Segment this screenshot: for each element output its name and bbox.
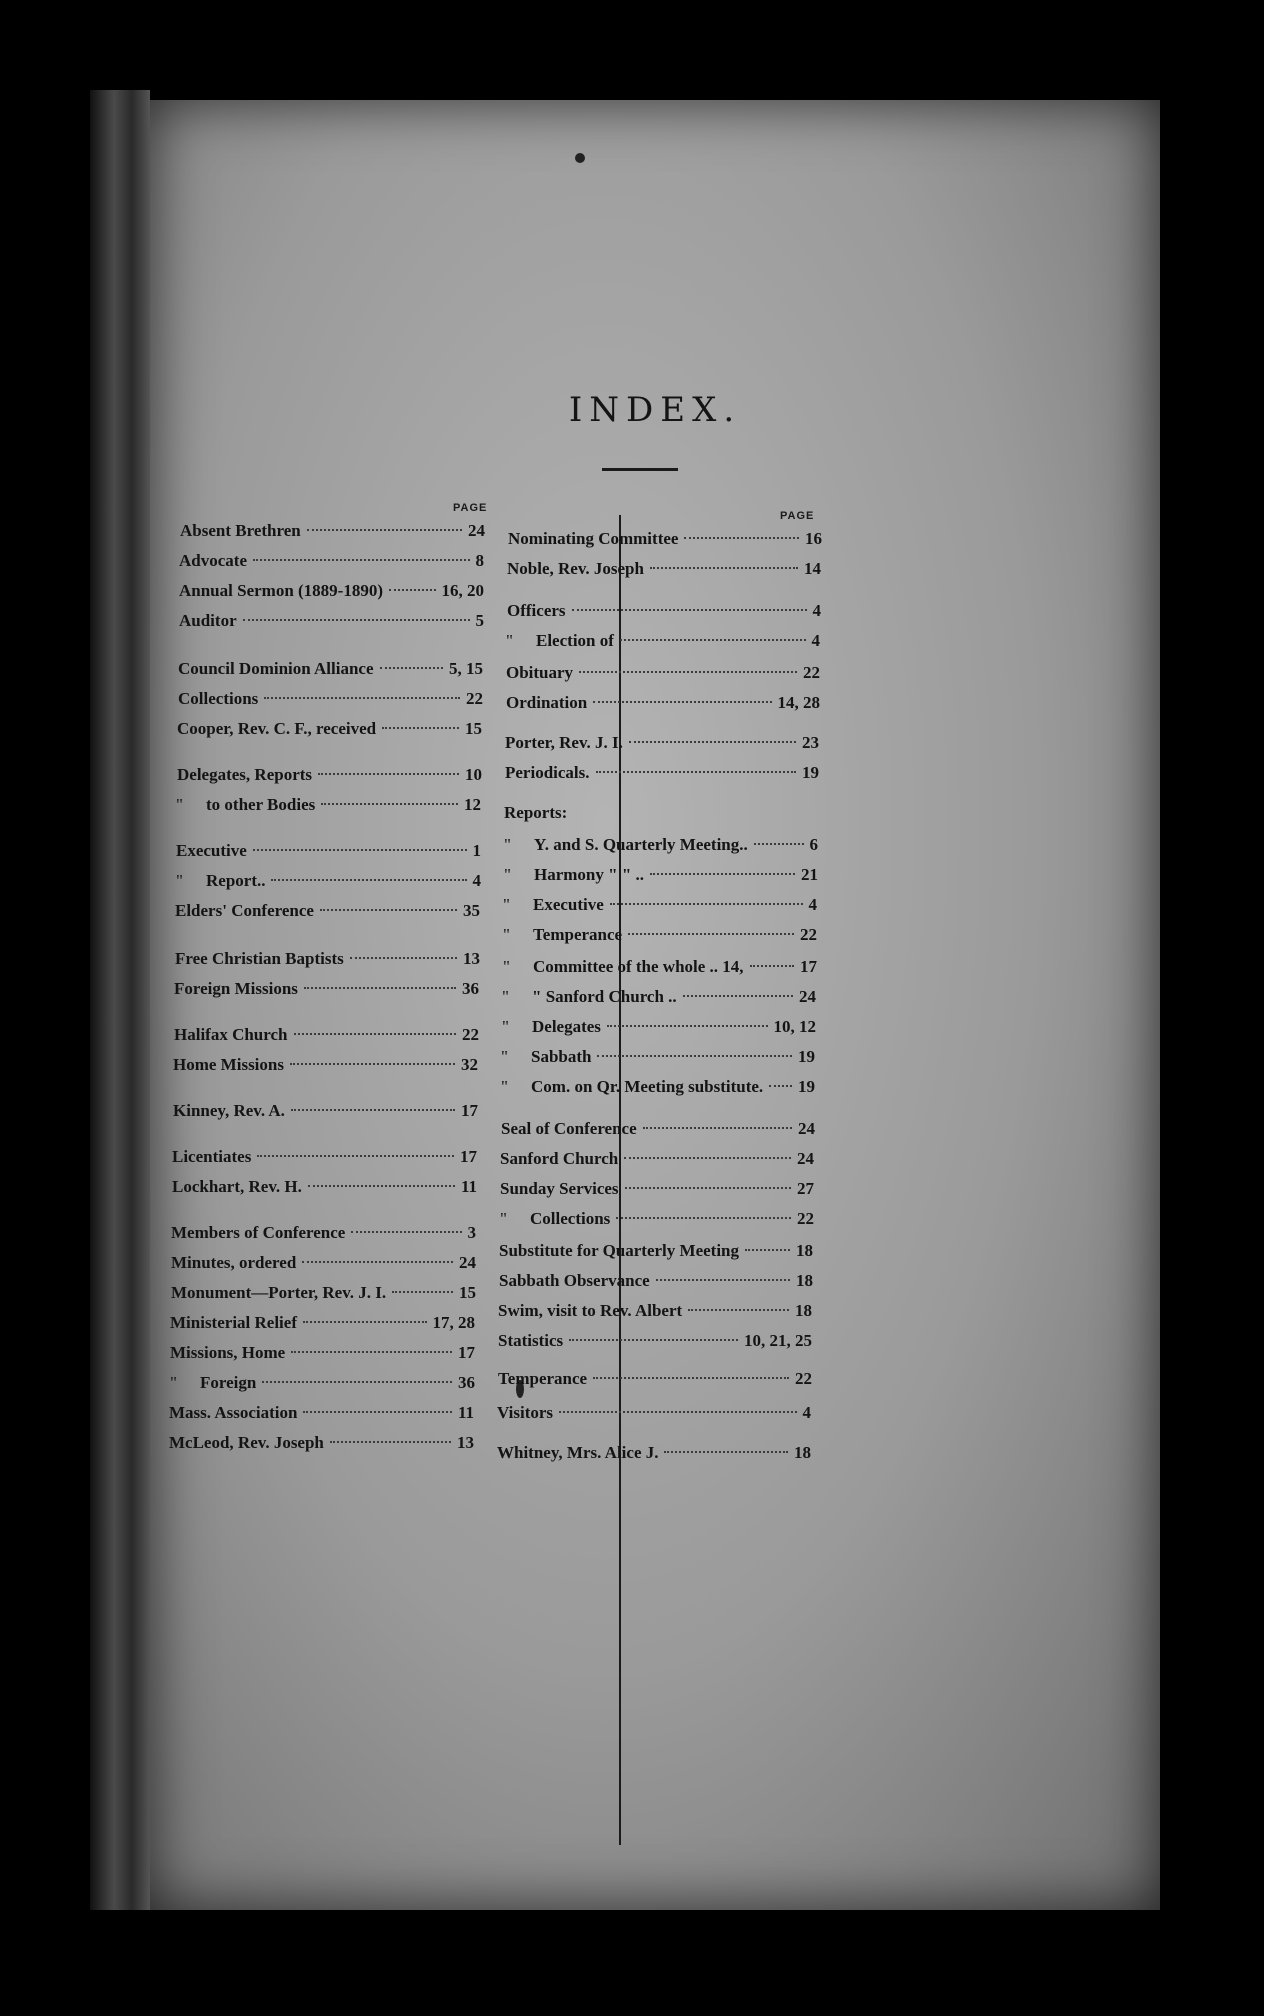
entry-label: Ordination bbox=[506, 693, 588, 712]
entry-page-number: 1 bbox=[472, 841, 481, 860]
entry-label: to other Bodies bbox=[206, 795, 316, 814]
entry-page-number: 4 bbox=[812, 601, 821, 620]
dot-leader bbox=[650, 873, 795, 875]
entry-label: Collections bbox=[178, 689, 259, 708]
dot-leader bbox=[572, 609, 807, 611]
title-rule bbox=[602, 468, 678, 471]
right-index-entry bbox=[506, 690, 820, 716]
ditto-mark: " bbox=[504, 865, 511, 884]
right-index-entry bbox=[503, 892, 817, 918]
dot-leader bbox=[569, 1339, 738, 1341]
entry-page-number: 4 bbox=[472, 871, 481, 890]
entry-label: Seal of Conference bbox=[501, 1119, 637, 1138]
entry-label: Noble, Rev. Joseph bbox=[507, 559, 644, 578]
right-index-entry bbox=[507, 598, 821, 624]
entry-label: Delegates bbox=[532, 1017, 601, 1036]
entry-page-number: 22 bbox=[462, 1025, 479, 1044]
right-index-entry bbox=[505, 760, 819, 786]
entry-page-number: 5, 15 bbox=[449, 659, 483, 678]
entry-label: Reports: bbox=[504, 803, 568, 822]
entry-page-number: 27 bbox=[797, 1179, 814, 1198]
entry-page-number: 16 bbox=[805, 529, 822, 548]
left-page-heading: PAGE bbox=[453, 502, 488, 514]
entry-page-number: 12 bbox=[464, 795, 481, 814]
entry-page-number: 21 bbox=[801, 865, 818, 884]
entry-label: Annual Sermon (1889-1890) bbox=[179, 581, 384, 600]
ditto-mark: " bbox=[503, 925, 510, 944]
ink-spot bbox=[575, 153, 585, 163]
dot-leader bbox=[380, 667, 443, 669]
entry-label: Delegates, Reports bbox=[177, 765, 313, 784]
right-index-entry bbox=[504, 862, 818, 888]
entry-page-number: 36 bbox=[458, 1373, 475, 1392]
entry-label: Statistics bbox=[498, 1331, 564, 1350]
right-index-entry bbox=[504, 800, 818, 826]
entry-page-number: 18 bbox=[796, 1241, 813, 1260]
entry-label: Auditor bbox=[179, 611, 237, 630]
dot-leader bbox=[629, 741, 796, 743]
dot-leader bbox=[616, 1217, 791, 1219]
entry-page-number: 22 bbox=[795, 1369, 812, 1388]
dot-leader bbox=[650, 567, 798, 569]
dot-leader bbox=[389, 589, 435, 591]
left-index-entry bbox=[171, 1250, 476, 1276]
ditto-mark: " bbox=[176, 871, 183, 890]
entry-label: Foreign bbox=[200, 1373, 257, 1392]
left-index-entry bbox=[178, 656, 483, 682]
ditto-mark: " bbox=[176, 795, 183, 814]
entry-page-number: 22 bbox=[803, 663, 820, 682]
right-index-entry bbox=[501, 1116, 815, 1142]
entry-label: " Sanford Church .. bbox=[532, 987, 677, 1006]
entry-page-number: 4 bbox=[808, 895, 817, 914]
entry-label: Periodicals. bbox=[505, 763, 590, 782]
entry-page-number: 24 bbox=[459, 1253, 476, 1272]
entry-label: Officers bbox=[507, 601, 566, 620]
left-index-entry bbox=[175, 898, 480, 924]
left-index-entry bbox=[174, 976, 479, 1002]
entry-label: Sabbath bbox=[531, 1047, 592, 1066]
left-index-entry bbox=[171, 1280, 476, 1306]
right-index-entry bbox=[502, 1014, 816, 1040]
entry-label: Harmony " " .. bbox=[534, 865, 645, 884]
dot-leader bbox=[625, 1187, 791, 1189]
right-index-entry bbox=[502, 984, 816, 1010]
dot-leader bbox=[643, 1127, 792, 1129]
dot-leader bbox=[596, 771, 796, 773]
left-index-entry bbox=[170, 1310, 475, 1336]
entry-page-number: 10, 12 bbox=[773, 1017, 816, 1036]
left-index-entry bbox=[177, 716, 482, 742]
right-index-entry bbox=[498, 1366, 812, 1392]
entry-label: Halifax Church bbox=[174, 1025, 288, 1044]
dot-leader bbox=[308, 1185, 455, 1187]
dot-leader bbox=[253, 849, 467, 851]
index-page bbox=[150, 100, 1160, 1910]
dot-leader bbox=[579, 671, 797, 673]
dot-leader bbox=[683, 995, 793, 997]
ditto-mark: " bbox=[506, 631, 513, 650]
left-index-entry bbox=[171, 1220, 476, 1246]
dot-leader bbox=[290, 1063, 455, 1065]
entry-page-number: 6 bbox=[809, 835, 818, 854]
left-index-entry bbox=[179, 548, 484, 574]
dot-leader bbox=[656, 1279, 790, 1281]
dot-leader bbox=[291, 1351, 452, 1353]
left-index-entry bbox=[170, 1340, 475, 1366]
left-index-entry bbox=[172, 1174, 477, 1200]
dot-leader bbox=[597, 1055, 792, 1057]
dot-leader bbox=[302, 1261, 453, 1263]
entry-page-number: 17 bbox=[800, 957, 817, 976]
dot-leader bbox=[303, 1411, 451, 1413]
right-index-entry bbox=[501, 1044, 815, 1070]
dot-leader bbox=[303, 1321, 427, 1323]
entry-page-number: 18 bbox=[795, 1301, 812, 1320]
entry-page-number: 24 bbox=[468, 521, 485, 540]
entry-label: Minutes, ordered bbox=[171, 1253, 297, 1272]
entry-page-number: 3 bbox=[467, 1223, 476, 1242]
entry-page-number: 17 bbox=[460, 1147, 477, 1166]
entry-page-number: 24 bbox=[798, 1119, 815, 1138]
right-index-entry bbox=[497, 1400, 811, 1426]
entry-label: Monument—Porter, Rev. J. I. bbox=[171, 1283, 387, 1302]
dot-leader bbox=[688, 1309, 789, 1311]
dot-leader bbox=[291, 1109, 455, 1111]
dot-leader bbox=[392, 1291, 453, 1293]
right-index-entry bbox=[504, 832, 818, 858]
entry-page-number: 24 bbox=[797, 1149, 814, 1168]
ditto-mark: " bbox=[502, 987, 509, 1006]
right-index-entry bbox=[499, 1238, 813, 1264]
left-index-entry bbox=[176, 868, 481, 894]
right-index-entry bbox=[508, 526, 822, 552]
entry-label: Elders' Conference bbox=[175, 901, 314, 920]
entry-page-number: 22 bbox=[797, 1209, 814, 1228]
entry-label: Advocate bbox=[179, 551, 247, 570]
left-index-entry bbox=[179, 608, 484, 634]
dot-leader bbox=[351, 1231, 461, 1233]
entry-page-number: 35 bbox=[463, 901, 480, 920]
right-index-entry bbox=[503, 954, 817, 980]
dot-leader bbox=[593, 701, 771, 703]
entry-page-number: 13 bbox=[463, 949, 480, 968]
entry-label: Sunday Services bbox=[500, 1179, 619, 1198]
right-index-entry bbox=[500, 1146, 814, 1172]
entry-label: Whitney, Mrs. Alice J. bbox=[497, 1443, 659, 1462]
entry-label: Temperance bbox=[533, 925, 623, 944]
entry-page-number: 10 bbox=[465, 765, 482, 784]
right-index-entry bbox=[498, 1298, 812, 1324]
dot-leader bbox=[664, 1451, 788, 1453]
entry-page-number: 14, 28 bbox=[777, 693, 820, 712]
entry-page-number: 32 bbox=[461, 1055, 478, 1074]
entry-label: Collections bbox=[530, 1209, 611, 1228]
entry-page-number: 19 bbox=[798, 1047, 815, 1066]
ditto-mark: " bbox=[502, 1017, 509, 1036]
entry-page-number: 23 bbox=[802, 733, 819, 752]
dot-leader bbox=[382, 727, 459, 729]
dot-leader bbox=[750, 965, 794, 967]
dot-leader bbox=[754, 843, 804, 845]
right-index-entry bbox=[500, 1206, 814, 1232]
right-index-entry bbox=[501, 1074, 815, 1100]
right-index-entry bbox=[500, 1176, 814, 1202]
entry-label: Members of Conference bbox=[171, 1223, 346, 1242]
dot-leader bbox=[304, 987, 456, 989]
entry-label: Obituary bbox=[506, 663, 574, 682]
dot-leader bbox=[253, 559, 470, 561]
entry-page-number: 17, 28 bbox=[432, 1313, 475, 1332]
dot-leader bbox=[264, 697, 460, 699]
left-index-entry bbox=[179, 578, 484, 604]
entry-page-number: 24 bbox=[799, 987, 816, 1006]
right-index-entry bbox=[506, 660, 820, 686]
entry-label: Free Christian Baptists bbox=[175, 949, 344, 968]
dot-leader bbox=[628, 933, 794, 935]
right-index-entry bbox=[497, 1440, 811, 1466]
entry-page-number: 22 bbox=[800, 925, 817, 944]
ditto-mark: " bbox=[504, 835, 511, 854]
entry-label: Sanford Church bbox=[500, 1149, 619, 1168]
left-index-entry bbox=[169, 1430, 474, 1456]
entry-label: Porter, Rev. J. I. bbox=[505, 733, 623, 752]
right-index-entry bbox=[499, 1268, 813, 1294]
left-index-entry bbox=[172, 1144, 477, 1170]
dot-leader bbox=[610, 903, 803, 905]
entry-label: Cooper, Rev. C. F., received bbox=[177, 719, 377, 738]
entry-page-number: 11 bbox=[460, 1177, 477, 1196]
dot-leader bbox=[593, 1377, 789, 1379]
entry-label: Com. on Qr. Meeting substitute. bbox=[531, 1077, 764, 1096]
ditto-mark: " bbox=[501, 1077, 508, 1096]
entry-label: Foreign Missions bbox=[174, 979, 298, 998]
entry-page-number: 4 bbox=[811, 631, 820, 650]
entry-page-number: 15 bbox=[459, 1283, 476, 1302]
page-title: INDEX. bbox=[568, 390, 742, 430]
entry-label: Kinney, Rev. A. bbox=[173, 1101, 285, 1120]
entry-label: Executive bbox=[533, 895, 604, 914]
left-index-entry bbox=[169, 1400, 474, 1426]
right-index-entry bbox=[498, 1328, 812, 1354]
left-index-entry bbox=[173, 1098, 478, 1124]
entry-page-number: 18 bbox=[794, 1443, 811, 1462]
entry-page-number: 36 bbox=[462, 979, 479, 998]
right-index-entry bbox=[505, 730, 819, 756]
left-index-entry bbox=[175, 946, 480, 972]
left-index-entry bbox=[176, 838, 481, 864]
entry-label: Report.. bbox=[206, 871, 266, 890]
entry-label: Sabbath Observance bbox=[499, 1271, 650, 1290]
dot-leader bbox=[769, 1085, 792, 1087]
entry-page-number: 17 bbox=[458, 1343, 475, 1362]
entry-label: Council Dominion Alliance bbox=[178, 659, 374, 678]
book-spine bbox=[90, 90, 150, 1910]
entry-label: Lockhart, Rev. H. bbox=[172, 1177, 302, 1196]
dot-leader bbox=[318, 773, 459, 775]
dot-leader bbox=[607, 1025, 768, 1027]
entry-page-number: 17 bbox=[461, 1101, 478, 1120]
right-index-entry bbox=[507, 556, 821, 582]
entry-page-number: 8 bbox=[475, 551, 484, 570]
entry-label: Visitors bbox=[497, 1403, 554, 1422]
dot-leader bbox=[243, 619, 470, 621]
entry-page-number: 19 bbox=[802, 763, 819, 782]
entry-label: Missions, Home bbox=[170, 1343, 286, 1362]
ditto-mark: " bbox=[500, 1209, 507, 1228]
right-page-heading: PAGE bbox=[780, 510, 815, 522]
entry-label: McLeod, Rev. Joseph bbox=[169, 1433, 324, 1452]
left-index-entry bbox=[170, 1370, 475, 1396]
entry-label: Y. and S. Quarterly Meeting.. bbox=[534, 835, 748, 854]
entry-page-number: 11 bbox=[457, 1403, 474, 1422]
entry-label: Mass. Association bbox=[169, 1403, 298, 1422]
left-index-entry bbox=[173, 1052, 478, 1078]
ditto-mark: " bbox=[170, 1373, 177, 1392]
entry-label: Licentiates bbox=[172, 1147, 252, 1166]
dot-leader bbox=[307, 529, 462, 531]
entry-page-number: 5 bbox=[475, 611, 484, 630]
entry-page-number: 14 bbox=[804, 559, 821, 578]
dot-leader bbox=[559, 1411, 796, 1413]
entry-page-number: 22 bbox=[466, 689, 483, 708]
entry-label: Executive bbox=[176, 841, 247, 860]
dot-leader bbox=[321, 803, 458, 805]
dot-leader bbox=[350, 957, 457, 959]
dot-leader bbox=[320, 909, 457, 911]
ditto-mark: " bbox=[503, 957, 510, 976]
ditto-mark: " bbox=[503, 895, 510, 914]
dot-leader bbox=[257, 1155, 454, 1157]
entry-label: Election of bbox=[536, 631, 614, 650]
dot-leader bbox=[262, 1381, 452, 1383]
dot-leader bbox=[684, 537, 799, 539]
entry-label: Home Missions bbox=[173, 1055, 284, 1074]
entry-page-number: 18 bbox=[796, 1271, 813, 1290]
left-index-entry bbox=[178, 686, 483, 712]
right-index-entry bbox=[506, 628, 820, 654]
ditto-mark: " bbox=[501, 1047, 508, 1066]
right-index-entry bbox=[503, 922, 817, 948]
entry-page-number: 10, 21, 25 bbox=[744, 1331, 812, 1350]
dot-leader bbox=[330, 1441, 451, 1443]
dot-leader bbox=[745, 1249, 790, 1251]
entry-page-number: 19 bbox=[798, 1077, 815, 1096]
left-index-entry bbox=[176, 792, 481, 818]
entry-page-number: 13 bbox=[457, 1433, 474, 1452]
dot-leader bbox=[271, 879, 466, 881]
dot-leader bbox=[620, 639, 806, 641]
entry-label: Nominating Committee bbox=[508, 529, 679, 548]
left-index-entry bbox=[180, 518, 485, 544]
dot-leader bbox=[624, 1157, 791, 1159]
left-index-entry bbox=[174, 1022, 479, 1048]
dot-leader bbox=[294, 1033, 456, 1035]
left-index-entry bbox=[177, 762, 482, 788]
entry-label: Substitute for Quarterly Meeting bbox=[499, 1241, 740, 1260]
entry-label: Ministerial Relief bbox=[170, 1313, 297, 1332]
entry-label: Committee of the whole .. 14, bbox=[533, 957, 744, 976]
entry-label: Absent Brethren bbox=[180, 521, 301, 540]
entry-page-number: 15 bbox=[465, 719, 482, 738]
entry-label: Temperance bbox=[498, 1369, 588, 1388]
entry-page-number: 16, 20 bbox=[441, 581, 484, 600]
entry-page-number: 4 bbox=[802, 1403, 811, 1422]
entry-label: Swim, visit to Rev. Albert bbox=[498, 1301, 683, 1320]
